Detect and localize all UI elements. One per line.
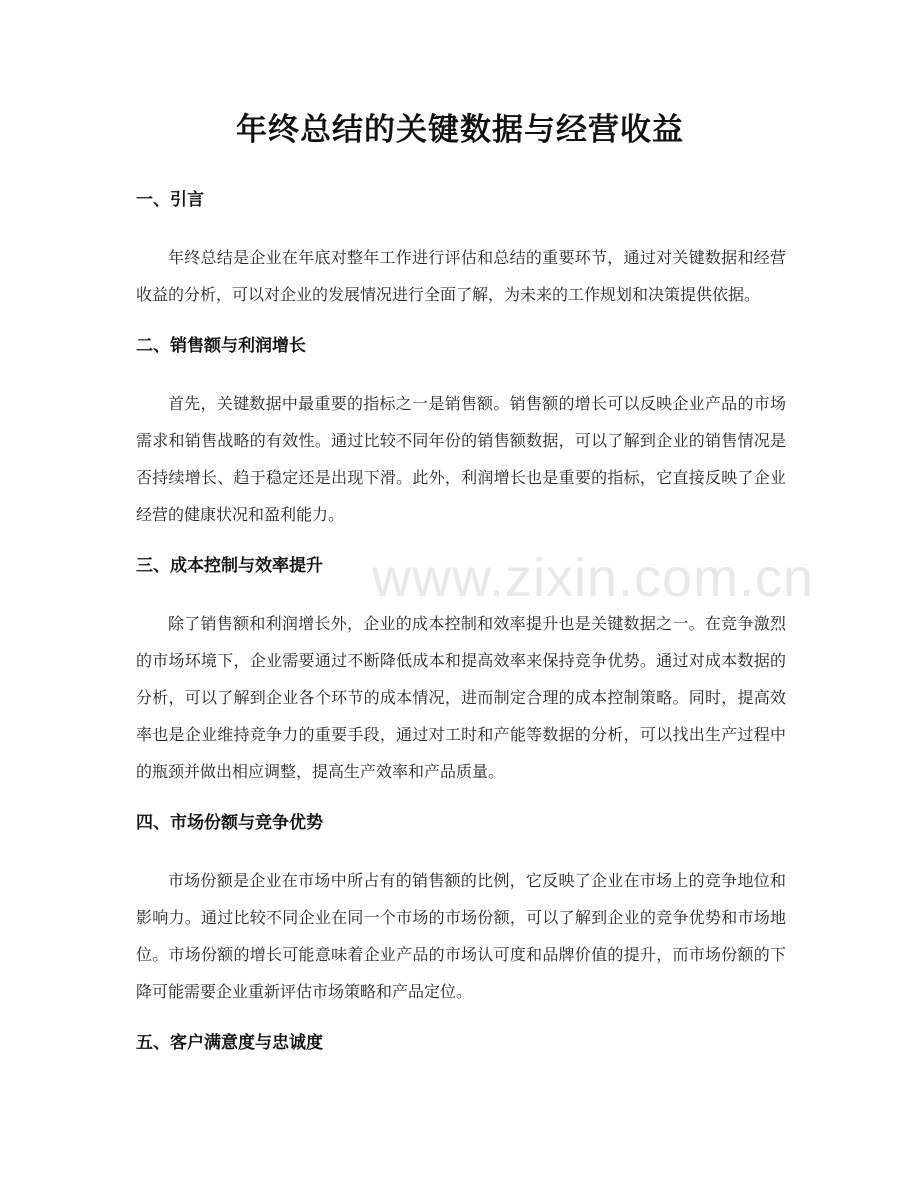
section-heading: 四、市场份额与竞争优势 — [136, 813, 323, 833]
section-paragraph: 除了销售额和利润增长外，企业的成本控制和效率提升也是关键数据之一。在竞争激烈的市场环境下，企业需要通过不断降低成本和提高效率来保持竞争优势。通过对成本数据的分析，可以了解到企业各个环节的成本情况，进而制定合理的成本控制策略。同时，提高效率也是企业维持竞争力的重要手段，通过对工时和产能等数据的分析，可以找出生产过程中的瓶颈并做出相应调整，提高生产效率和产品质量。 — [136, 614, 786, 781]
section-heading: 三、成本控制与效率提升 — [136, 556, 323, 576]
section-paragraph: 市场份额是企业在市场中所占有的销售额的比例，它反映了企业在市场上的竞争地位和影响力。通过比较不同企业在同一个市场的市场份额，可以了解到企业的竞争优势和市场地位。市场份额的增长可能意味着企业产品的市场认可度和品牌价值的提升，而市场份额的下降可能需要企业重新评估市场策略和产品定位。 — [136, 871, 786, 1001]
section-paragraph: 年终总结是企业在年底对整年工作进行评估和总结的重要环节，通过对关键数据和经营收益的分析，可以对企业的发展情况进行全面了解，为未来的工作规划和决策提供依据。 — [136, 248, 786, 304]
section-customer-satisfaction — [136, 1029, 786, 1057]
section-heading: 五、客户满意度与忠诚度 — [136, 1033, 323, 1053]
section-sales-profit — [136, 332, 786, 533]
section-cost-efficiency — [136, 552, 786, 790]
section-heading: 二、销售额与利润增长 — [136, 336, 306, 356]
section-introduction — [136, 186, 786, 313]
section-heading: 一、引言 — [136, 190, 204, 210]
document-title: 年终总结的关键数据与经营收益 — [236, 112, 684, 148]
watermark: www.zixin.com.cn — [372, 548, 815, 608]
section-market-share — [136, 809, 786, 1010]
section-paragraph: 首先，关键数据中最重要的指标之一是销售额。销售额的增长可以反映企业产品的市场需求和销售战略的有效性。通过比较不同年份的销售额数据，可以了解到企业的销售情况是否持续增长、趋于稳定还是出现下滑。此外，利润增长也是重要的指标，它直接反映了企业经营的健康状况和盈利能力。 — [136, 394, 786, 524]
document-body — [136, 186, 786, 1082]
